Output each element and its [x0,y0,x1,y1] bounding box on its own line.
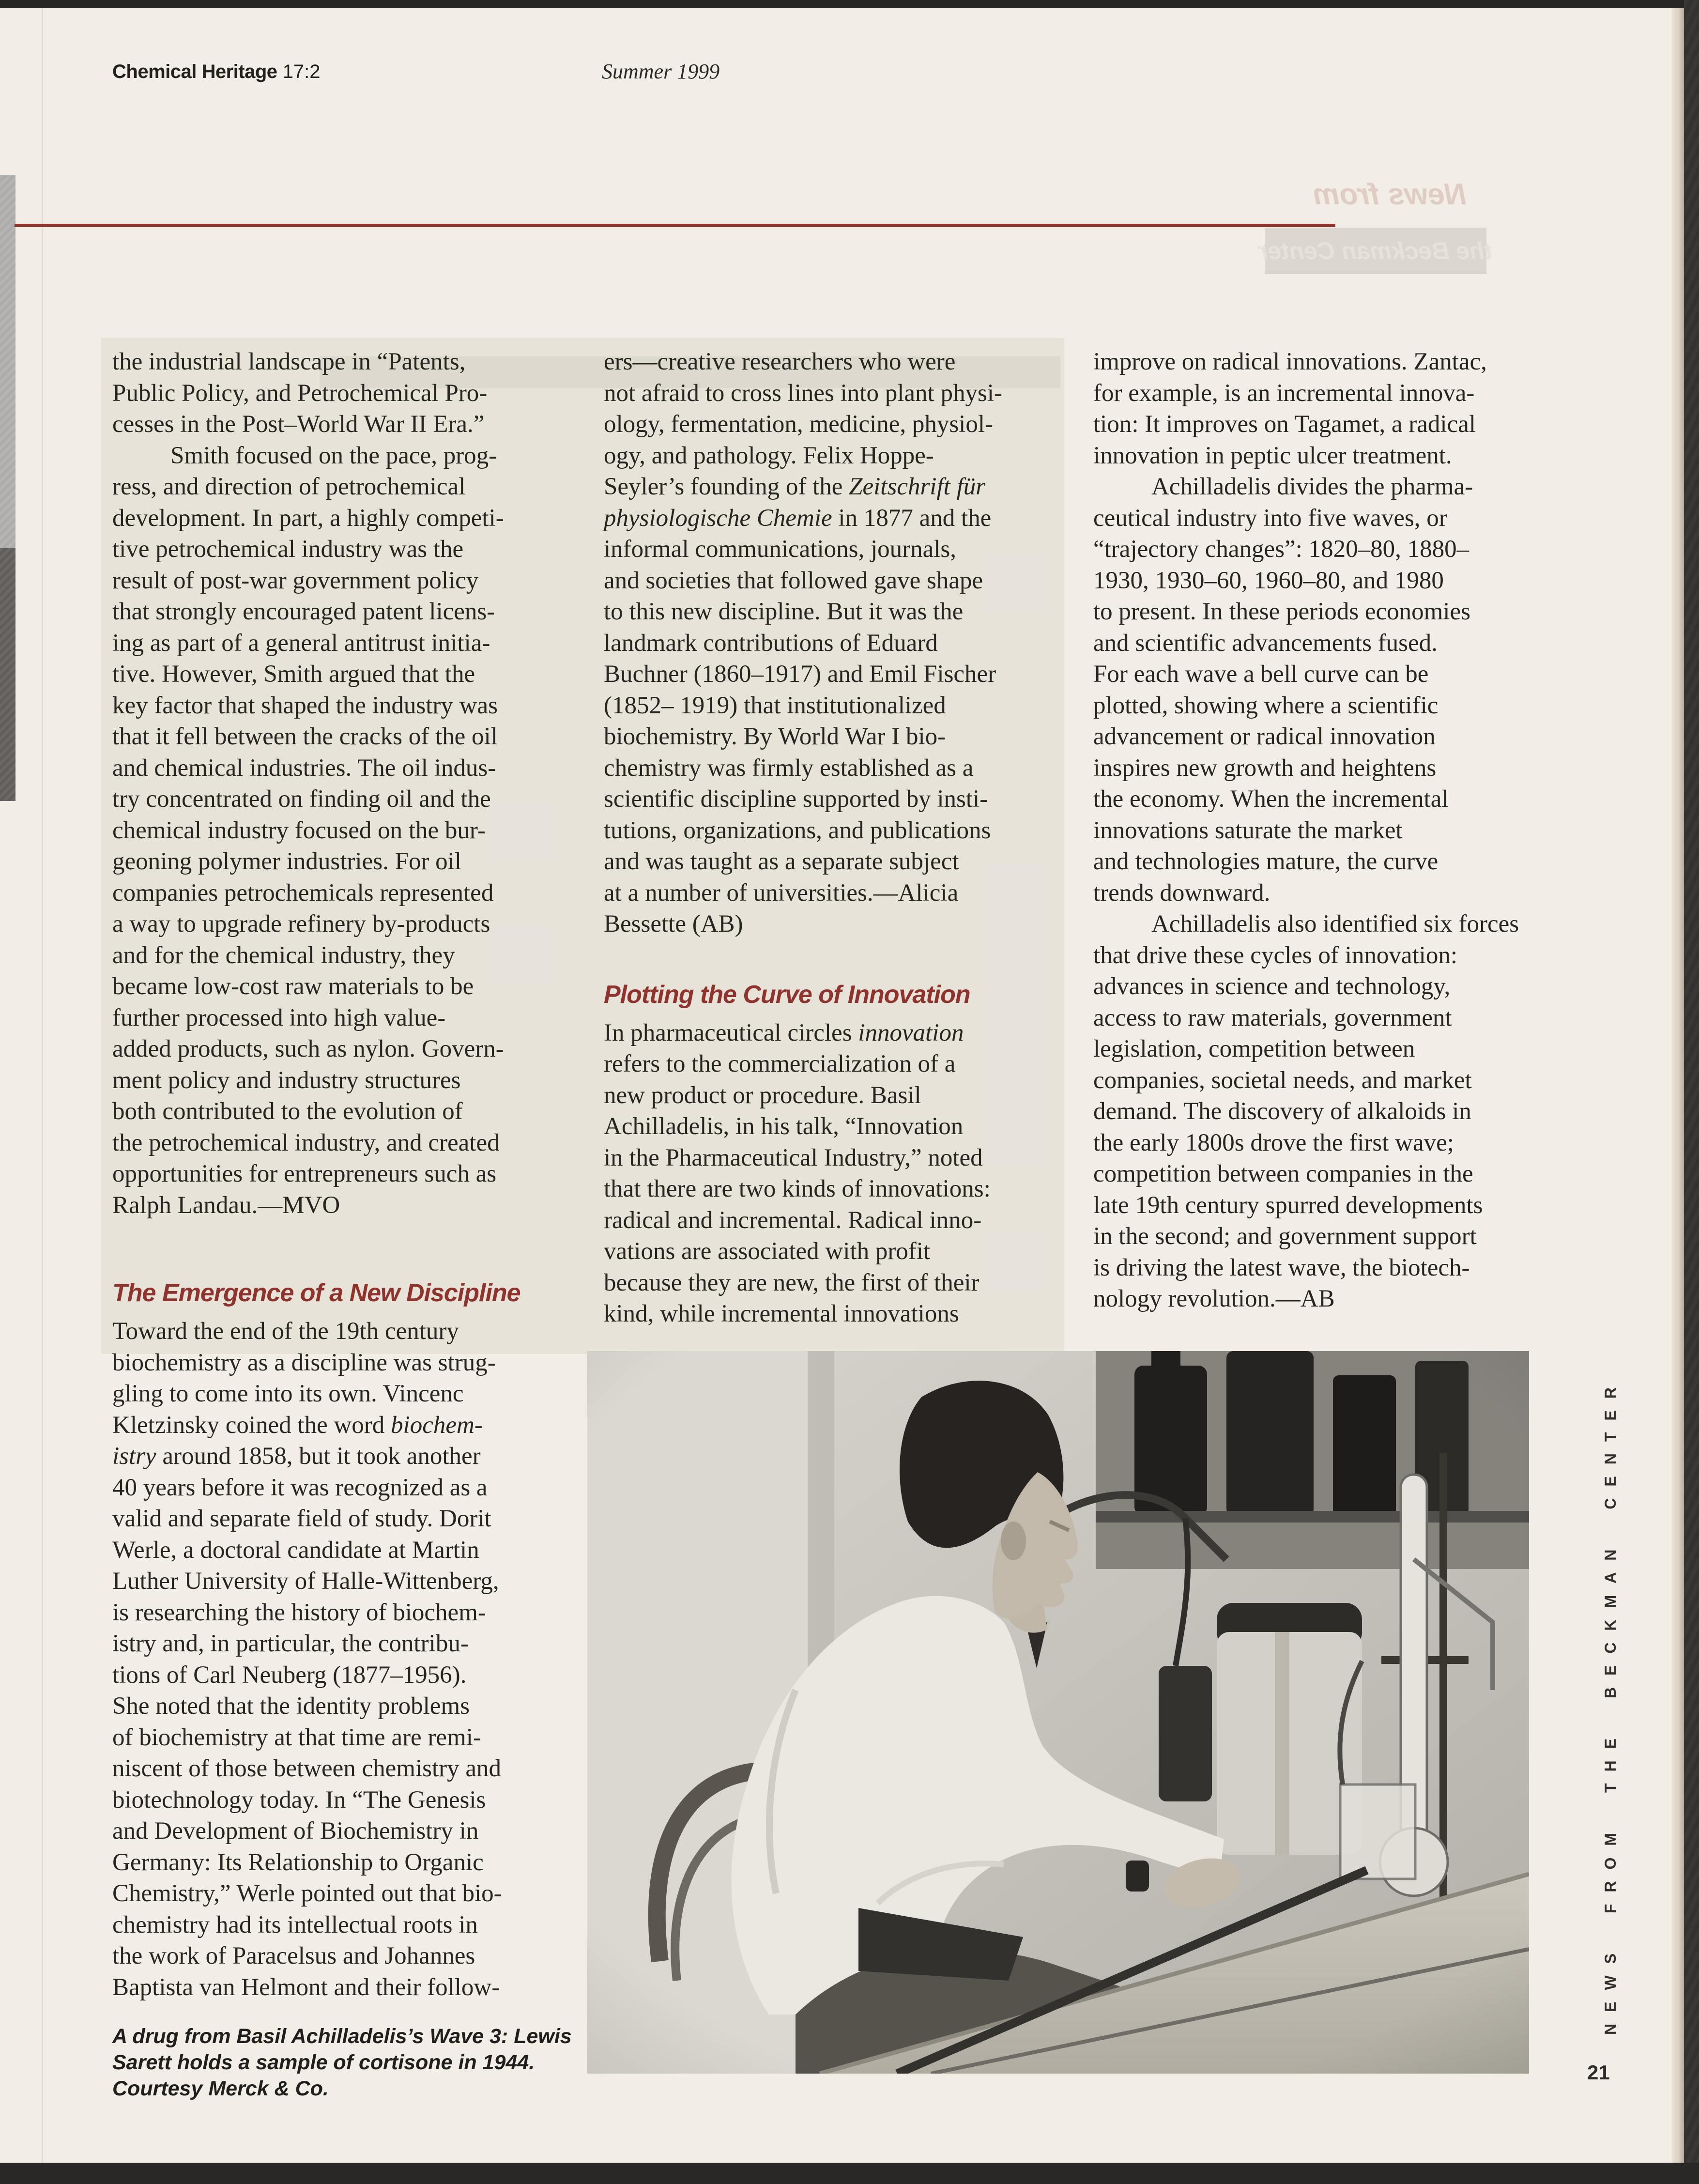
section-heading: Plotting the Curve of Innovation [604,980,970,1009]
photo-illustration [587,1351,1529,2074]
paragraph: the industrial landscape in “Patents, Public Policy, and Petrochemical Pro- cesses in the Post–World War II Era.” [112,348,488,438]
scan-border-top [0,0,1699,8]
caption-line: Sarett holds a sample of cortisone in 1944. [112,2051,535,2074]
scan-border-right [1684,0,1699,2184]
showthrough-text-line2: the Beckman Center [1258,237,1493,264]
caption-line: Courtesy Merck & Co. [112,2077,329,2100]
section-vertical-label: NEWS FROM THE BECKMAN CENTER [1602,1376,1619,2035]
section-heading: The Emergence of a New Discipline [112,1279,520,1307]
issue-season: Summer 1999 [602,60,720,83]
paragraph: Toward the end of the 19th century biochemistry as a discipline was strug- gling to come into its own. Vincenc Kletzinsky coined the word biochem- istry around 1858, but it took another 40 years before it was recognized as a valid and separate field of study. Dorit Werle, a doctoral candidate at Martin Luther University of Halle-Wittenberg, is researching the history of biochem- istry and, in particular, the contribu- tions of Carl Neuberg (1877–1956). She noted that the identity problems of biochemistry at that time are remi- niscent of those between chemistry and biotechnology today. In “The Genesis and Development of Biochemistry in Germany: Its Relationship to Organic Chemistry,” Werle pointed out that bio- chemistry had its intellectual roots in the work of Paracelsus and Johannes Baptista van Helmont and their follow- [112,1318,502,2001]
scan-artifact-strip [0,548,15,801]
scan-border-bottom [0,2163,1699,2184]
text-column-2 [604,346,1078,1330]
page-edge-shadow [1671,8,1684,2163]
page-number: 21 [1587,2061,1610,2084]
showthrough-text-line1: News from [1313,178,1467,211]
showthrough-text-band [1258,228,1493,274]
paragraph: Achilladelis also identified six forces that drive these cycles of innovation: advances in science and technology, access to raw materials, government legislation, competition between companies, societal needs, and market demand. The discovery of alkaloids in the early 1800s drove the first wave; competition between companies in the late 19th century spurred developments in the second; and government support is driving the latest wave, the biotech- nology revolution.—AB [1093,910,1519,1312]
page-crease-line [42,8,43,2163]
header-rule [15,224,1335,227]
paragraph: In pharmaceutical circles innovation refers to the commercialization of a new product or procedure. Basil Achilladelis, in his talk, “Innovation in the Pharmaceutical Industry,” noted that there are two kinds of innovations: radical and incremental. Radical inno- vations are associated with profit because they are new, the first of their kind, while incremental innovations [604,1019,991,1327]
journal-title: Chemical Heritage [112,61,277,82]
text-column-3 [1093,346,1568,1315]
masthead [112,61,321,83]
caption-line: A drug from Basil Achilladelis’s Wave 3: Lewis [112,2025,572,2048]
text-column-1 [112,346,587,2003]
photo-caption [112,2023,577,2102]
paragraph: Achilladelis divides the pharma- ceutical industry into five waves, or “trajectory changes”: 1820–80, 1880– 1930, 1930–60, 1960–80, and 1980 to present. In these periods economies and scientific advancements fused. For each wave a bell curve can be plotted, showing where a scientific advancement or radical innovation inspires new growth and heightens the economy. When the incremental innovations saturate the market and technologies mature, the curve trends downward. [1093,473,1473,907]
paragraph: ers—creative researchers who were not afraid to cross lines into plant physi- ology, fermentation, medicine, physiol- ogy, and pathology. Felix Hoppe- Seyler’s founding of the Zeitschrift für physiologische Chemie in 1877 and the informal communications, journals, and societies that followed gave shape to this new discipline. But it was the landmark contributions of Eduard Buchner (1860–1917) and Emil Fischer (1852– 1919) that institutionalized biochemistry. By World War I bio- chemistry was firmly established as a scientific discipline supported by insti- tutions, organizations, and publications and was taught as a separate subject at a number of universities.—Alicia Bessette (AB) [604,348,1002,938]
paragraph: improve on radical innovations. Zantac, for example, is an incremental innova- tion: It improves on Tagamet, a radical innovation in peptic ulcer treatment. [1093,348,1487,469]
photo-lewis-sarett [587,1351,1529,2074]
paragraph: Smith focused on the pace, prog- ress, and direction of petrochemical development. In part, a highly competi- tive petrochemical industry was the result of post-war government policy that strongly encouraged patent licens- ing as part of a general antitrust initia- tive. However, Smith argued that the key factor that shaped the industry was that it fell between the cracks of the oil and chemical industries. The oil indus- try concentrated on finding oil and the chemical industry focused on the bur- geoning polymer industries. For oil companies petrochemicals represented a way to upgrade refinery by-products and for the chemical industry, they became low-cost raw materials to be further processed into high value- added products, such as nylon. Govern- ment policy and industry structures both contributed to the evolution of the petrochemical industry, and created opportunities for entrepreneurs such as Ralph Landau.—MVO [112,442,504,1219]
scan-artifact-strip [0,175,15,548]
journal-issue: 17:2 [282,61,321,82]
